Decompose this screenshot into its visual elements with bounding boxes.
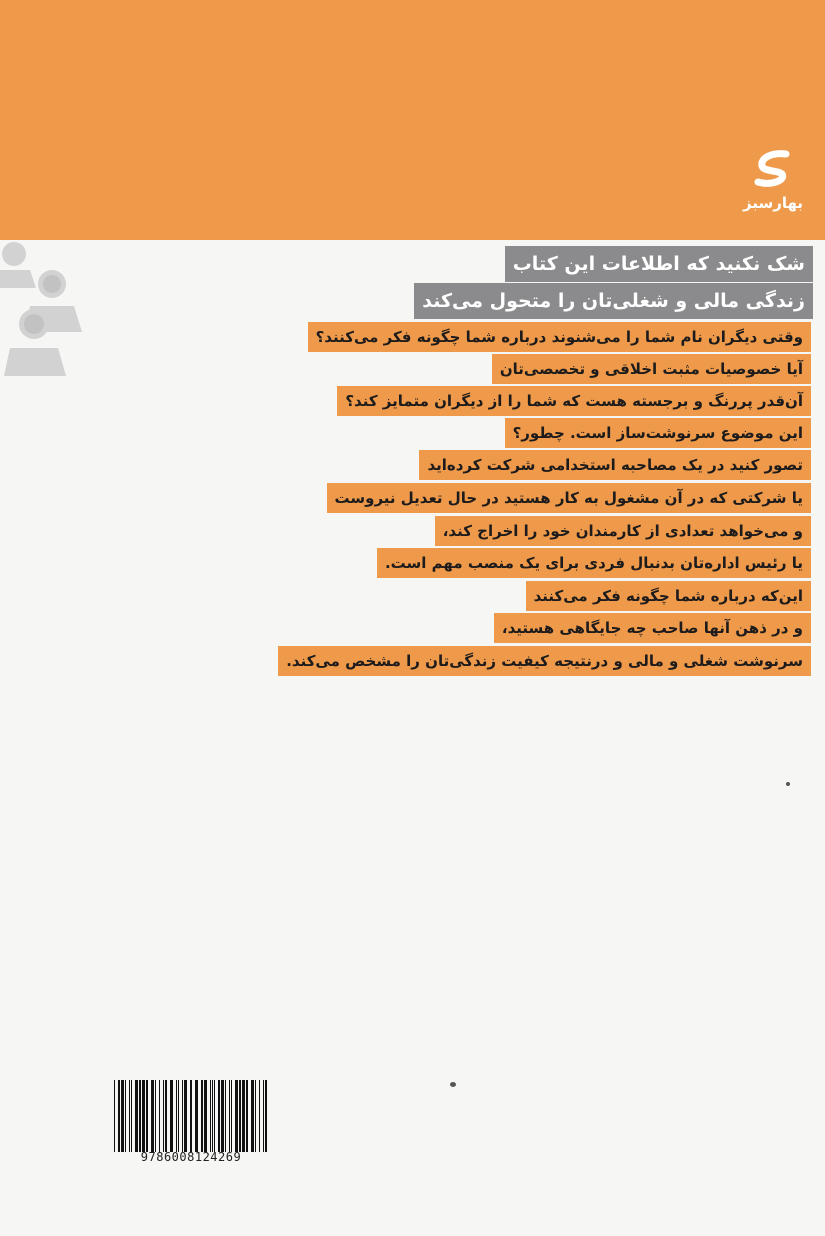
body-line: یا رئیس اداره‌تان بدنبال فردی برای یک منصب مهم است. — [377, 548, 811, 578]
barcode — [112, 1080, 270, 1152]
publisher-logo — [742, 150, 804, 230]
publisher-mark-icon — [742, 150, 804, 194]
cover-orange-band — [0, 0, 825, 240]
body-line: این موضوع سرنوشت‌ساز است. چطور؟ — [505, 418, 811, 448]
body-line: وقتی دیگران نام شما را می‌شنوند درباره شما چگونه فکر می‌کنند؟ — [308, 322, 811, 352]
body-line: آیا خصوصیات مثبت اخلاقی و تخصصی‌تان — [492, 354, 811, 384]
publisher-name: بهارسبز — [742, 194, 803, 212]
print-speck — [786, 782, 790, 786]
headline-line: زندگی مالی و شغلی‌تان را متحول می‌کند — [414, 283, 813, 319]
body-line: آن‌قدر پررنگ و برجسته هست که شما را از دیگران متمایز کند؟ — [337, 386, 811, 416]
body-line: این‌که درباره شما چگونه فکر می‌کنند — [526, 581, 811, 611]
body-line: و در ذهن آنها صاحب چه جایگاهی هستید، — [494, 613, 811, 643]
body-line: سرنوشت شغلی و مالی و درنتیجه کیفیت زندگی‌تان را مشخص می‌کند. — [278, 646, 811, 676]
barcode-bars — [112, 1080, 270, 1152]
isbn-number: 9786008124269 — [140, 1150, 242, 1164]
people-silhouettes-decoration — [0, 240, 120, 460]
body-line: تصور کنید در یک مصاحبه استخدامی شرکت کرده‌اید — [419, 450, 811, 480]
body-line: یا شرکتی که در آن مشغول به کار هستید در حال تعدیل نیروست — [327, 483, 811, 513]
print-speck — [450, 1082, 456, 1087]
body-line: و می‌خواهد تعدادی از کارمندان خود را اخراج کند، — [435, 516, 811, 546]
headline-line: شک نکنید که اطلاعات این کتاب — [505, 246, 813, 282]
